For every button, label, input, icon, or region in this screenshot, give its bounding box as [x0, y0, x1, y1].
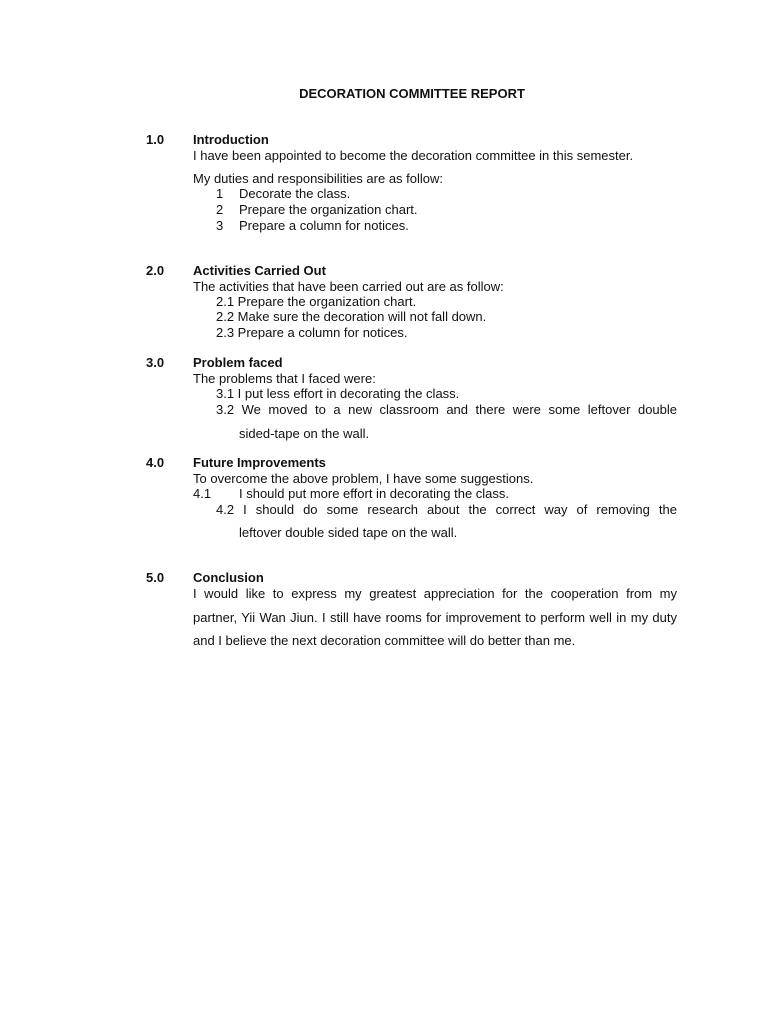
list-item-number: 3	[216, 218, 224, 233]
paragraph-line: I have been appointed to become the decoration committee in this semester.	[193, 148, 634, 163]
section-heading: Activities Carried Out	[193, 263, 326, 278]
paragraph-line: The activities that have been carried out are as follow:	[193, 279, 504, 294]
section-number: 1.0	[146, 132, 165, 147]
list-item: Prepare a column for notices.	[239, 218, 409, 233]
list-item: Prepare the organization chart.	[239, 202, 418, 217]
section-heading: Problem faced	[193, 355, 283, 370]
section-number: 3.0	[146, 355, 165, 370]
list-item: I should put more effort in decorating the class.	[239, 486, 510, 501]
list-item: Decorate the class.	[239, 186, 351, 201]
conclusion-paragraph: I would like to express my greatest appreciation for the cooperation from my partner, Yii Wan Jiun. I still have rooms for improvement to perform well in my duty and I believe the next decoration committee will do better than me.	[193, 586, 677, 648]
list-item-continuation: leftover double sided tape on the wall.	[239, 525, 458, 540]
section-number: 2.0	[146, 263, 165, 278]
list-item: 4.2 I should do some research about the correct way of removing the	[216, 502, 677, 517]
list-item-continuation: sided-tape on the wall.	[239, 426, 370, 441]
document-title: DECORATION COMMITTEE REPORT	[299, 86, 525, 101]
section-number: 5.0	[146, 570, 165, 585]
paragraph-line: My duties and responsibilities are as follow:	[193, 171, 444, 186]
list-item: 2.3 Prepare a column for notices.	[216, 325, 408, 340]
section-heading: Conclusion	[193, 570, 264, 585]
list-item: 2.1 Prepare the organization chart.	[216, 294, 417, 309]
list-item-number: 4.1	[193, 486, 212, 501]
list-item: 3.1 I put less effort in decorating the class.	[216, 386, 460, 401]
paragraph-line: The problems that I faced were:	[193, 371, 376, 386]
list-item: 2.2 Make sure the decoration will not fall down.	[216, 309, 487, 324]
list-item-number: 1	[216, 186, 224, 201]
section-heading: Future Improvements	[193, 455, 326, 470]
section-number: 4.0	[146, 455, 165, 470]
list-item-number: 2	[216, 202, 224, 217]
paragraph-line: To overcome the above problem, I have some suggestions.	[193, 471, 534, 486]
section-heading: Introduction	[193, 132, 269, 147]
list-item: 3.2 We moved to a new classroom and there were some leftover double	[216, 402, 677, 417]
